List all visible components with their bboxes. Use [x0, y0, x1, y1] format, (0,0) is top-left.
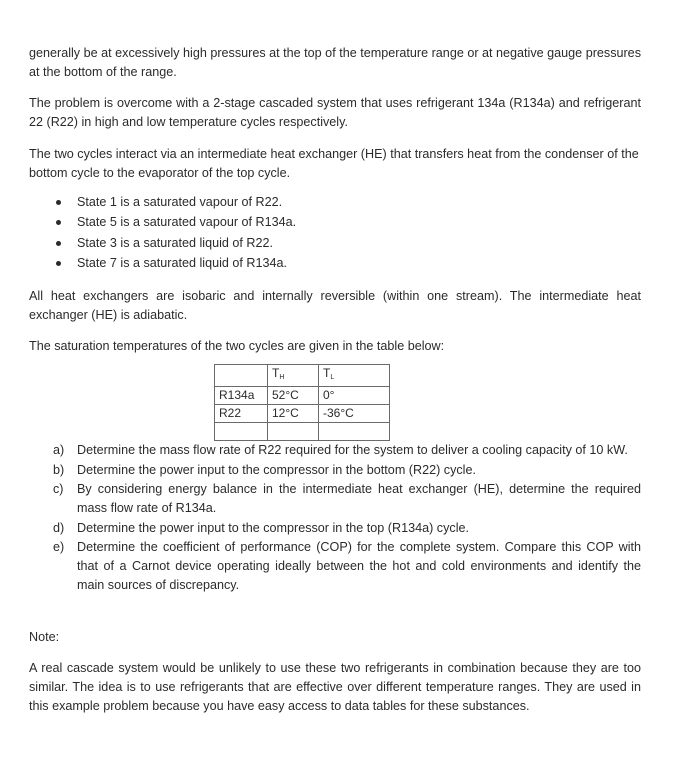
table-header-row [215, 365, 390, 387]
refrigerant-cell: R134a [215, 387, 268, 405]
question-item: e) Determine the coefficient of performance (COP) for the complete system. Compare this COP with that of a Carnot device operating ideally between the hot and cold environments and identify the main sources of discrepancy. [53, 540, 641, 592]
table-corner-cell [215, 365, 268, 387]
list-item: State 1 is a saturated vapour of R22. [29, 193, 629, 213]
list-item: State 5 is a saturated vapour of R134a. [29, 213, 629, 233]
note-heading: Note: [29, 630, 60, 644]
intro-paragraph: generally be at excessively high pressures at the top of the temperature range or at negative gauge pressures at the bottom of the range. [29, 46, 641, 79]
question-label: a) [53, 443, 65, 457]
heat-exchanger-paragraph: The two cycles interact via an intermediate heat exchanger (HE) that transfers heat from the condenser of the bottom cycle to the evaporator of the top cycle. [29, 147, 639, 180]
list-item: State 7 is a saturated liquid of R134a. [29, 254, 629, 274]
tl-header: $T_L$ [319, 365, 390, 387]
th-cell: 52°C [268, 387, 319, 405]
bullet-icon [56, 261, 61, 266]
question-label: c) [53, 482, 64, 496]
assumptions-paragraph: All heat exchangers are isobaric and internally reversible (within one stream). The intermediate heat exchanger (HE) is adiabatic. [29, 289, 641, 322]
question-item: d) Determine the power input to the compressor in the top (R134a) cycle. [29, 519, 641, 538]
question-item: a) Determine the mass flow rate of R22 required for the system to deliver a cooling capacity of 10 kW. [29, 441, 641, 460]
bullet-icon [56, 241, 61, 246]
question-list [29, 441, 641, 595]
cascade-paragraph: The problem is overcome with a 2-stage cascaded system that uses refrigerant 134a (R134a) and refrigerant 22 (R22) in high and low temperature cycles respectively. [29, 96, 641, 129]
tl-cell: -36°C [319, 405, 390, 423]
table-row [215, 405, 390, 423]
note-paragraph: A real cascade system would be unlikely to use these two refrigerants in combination because they are too similar. The idea is to use refrigerants that are effective over different temperature ranges. They are used in this example problem because you have easy access to data tables for these substances. [29, 661, 641, 713]
question-label: b) [53, 463, 65, 477]
bullet-icon [56, 200, 61, 205]
th-cell: 12°C [268, 405, 319, 423]
saturation-table [214, 364, 390, 441]
question-item: b) Determine the power input to the compressor in the bottom (R22) cycle. [29, 461, 641, 480]
table-empty-row [215, 423, 390, 441]
question-item: c) By considering energy balance in the intermediate heat exchanger (HE), determine the required mass flow rate of R134a. [53, 482, 641, 515]
question-label: e) [53, 540, 65, 554]
table-intro-paragraph: The saturation temperatures of the two cycles are given in the table below: [29, 339, 445, 353]
table-row [215, 387, 390, 405]
question-label: d) [53, 521, 65, 535]
refrigerant-cell: R22 [215, 405, 268, 423]
list-item: State 3 is a saturated liquid of R22. [29, 234, 629, 254]
bullet-icon [56, 220, 61, 225]
state-list [29, 193, 629, 274]
th-header: $T_H$ [268, 365, 319, 387]
tl-cell: 0° [319, 387, 390, 405]
